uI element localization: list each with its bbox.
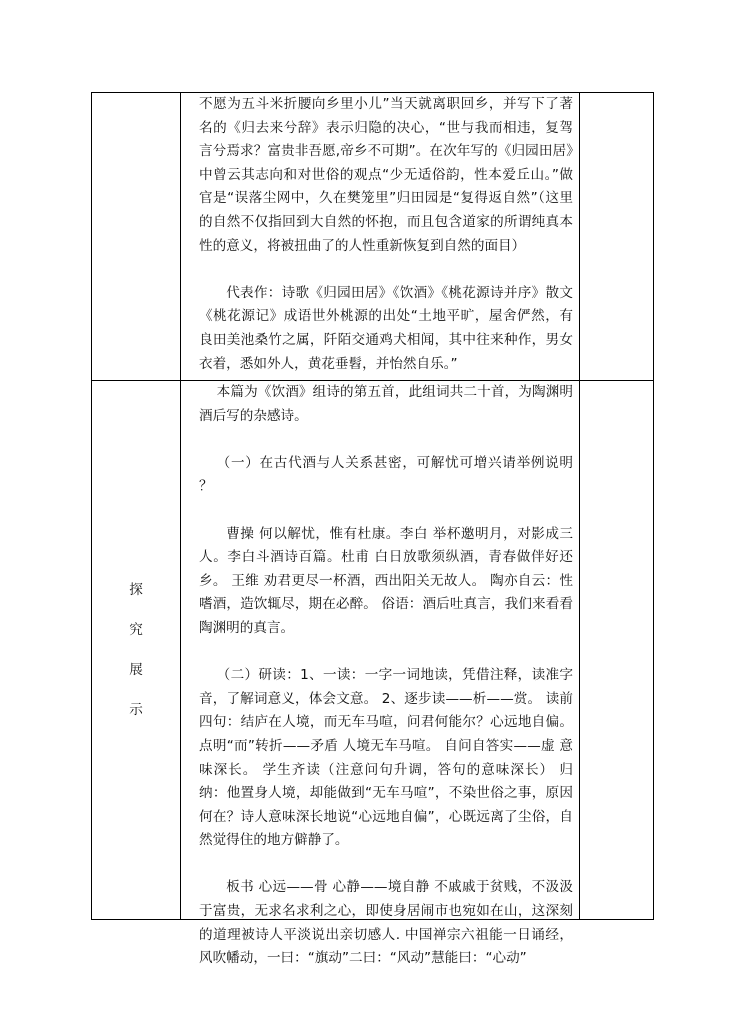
paragraph: 不愿为五斗米折腰向乡里小儿”当天就离职回乡，并写下了著名的《归去来兮辞》表示归隐的决心，“世与我而相违，复驾言兮焉求？富贵非吾愿,帝乡不可期”。在次年写的《归园田居》中曾云其志向和对世俗的观点“少无适俗韵，性本爱丘山。”做官是“误落尘网中，久在樊笼里”归田园是“复得返自然”（这里的自然不仅指回到大自然的怀抱，而且包含道家的所谓纯真本性的意义，将被扭曲了的人性重新恢复到自然的面目） (199, 96, 573, 254)
paragraph: 本篇为《饮酒》组诗的第五首，此组词共二十首，为陶渊明酒后写的杂感诗。 (199, 384, 573, 424)
note-cell (580, 93, 654, 381)
section-label-char: 展 (129, 662, 143, 678)
content-cell (181, 93, 580, 381)
blank-line (199, 641, 573, 665)
section-label (129, 570, 143, 730)
section-label-cell (92, 93, 181, 381)
paragraph: 板书 心远——骨 心静——境自静 不戚戚于贫贱，不汲汲于富贵，无求名求利之心，即使身居闹市也宛如在山，这深刻的道理被诗人平淡说出亲切感人. 中国禅宗六祖能一日诵经，风吹幡动，一曰：“旗动”二曰：“风动”慧能曰：“心动” (199, 879, 573, 967)
note-cell (580, 381, 654, 920)
content-cell (181, 381, 580, 967)
blank-line (199, 499, 573, 523)
table-row (92, 381, 654, 920)
blank-line (199, 853, 573, 877)
section-label-char: 示 (129, 702, 143, 718)
paragraph: （一）在古代酒与人关系甚密，可解忧可增兴请举例说明 ？ (199, 454, 573, 495)
section-label-cell (92, 381, 181, 920)
paragraph: 代表作：诗歌《归园田居》《饮酒》《桃花源诗并序》散文《桃花源记》成语世外桃源的出处“土地平旷，屋舍俨然，有良田美池桑竹之属，阡陌交通鸡犬相闻，其中往来种作，男女衣着，悉如外人，黄花垂髫，并怡然自乐。” (199, 284, 573, 372)
section-label-char: 探 (129, 582, 143, 598)
paragraph: （二）研读：1、一读：一字一词地读，凭借注释，读准字音，了解词意义，体会文意。 2、逐步读——析——赏。 读前四句：结庐在人境，而无车马喧，问君何能尔？心远地自偏。 点明“而”转折——矛盾 人境无车马喧。 自问自答实——虚 意味深长。 学生齐读（注意问句升调，答句的意味深长） 归纳：他置身人境，却能做到“无车马喧”，不染世俗之事，原因何在？诗人意味深长地说“心远地自偏”，心既远离了尘俗，自然觉得住的地方僻静了。 (199, 667, 573, 849)
lesson-plan-table (91, 92, 654, 967)
section-label-char: 究 (129, 622, 143, 638)
blank-line (199, 258, 573, 282)
blank-line (199, 428, 573, 452)
paragraph: 曹操 何以解忧，惟有杜康。李白 举杯邀明月，对影成三人。李白斗酒诗百篇。杜甫 白日放歌须纵酒，青春做伴好还乡。 王维 劝君更尽一杯酒，西出阳关无故人。 陶亦自云：性嗜酒，造饮辄尽，期在必醉。 俗语：酒后吐真言，我们来看看陶渊明的真言。 (199, 525, 573, 636)
table-row (92, 93, 654, 381)
